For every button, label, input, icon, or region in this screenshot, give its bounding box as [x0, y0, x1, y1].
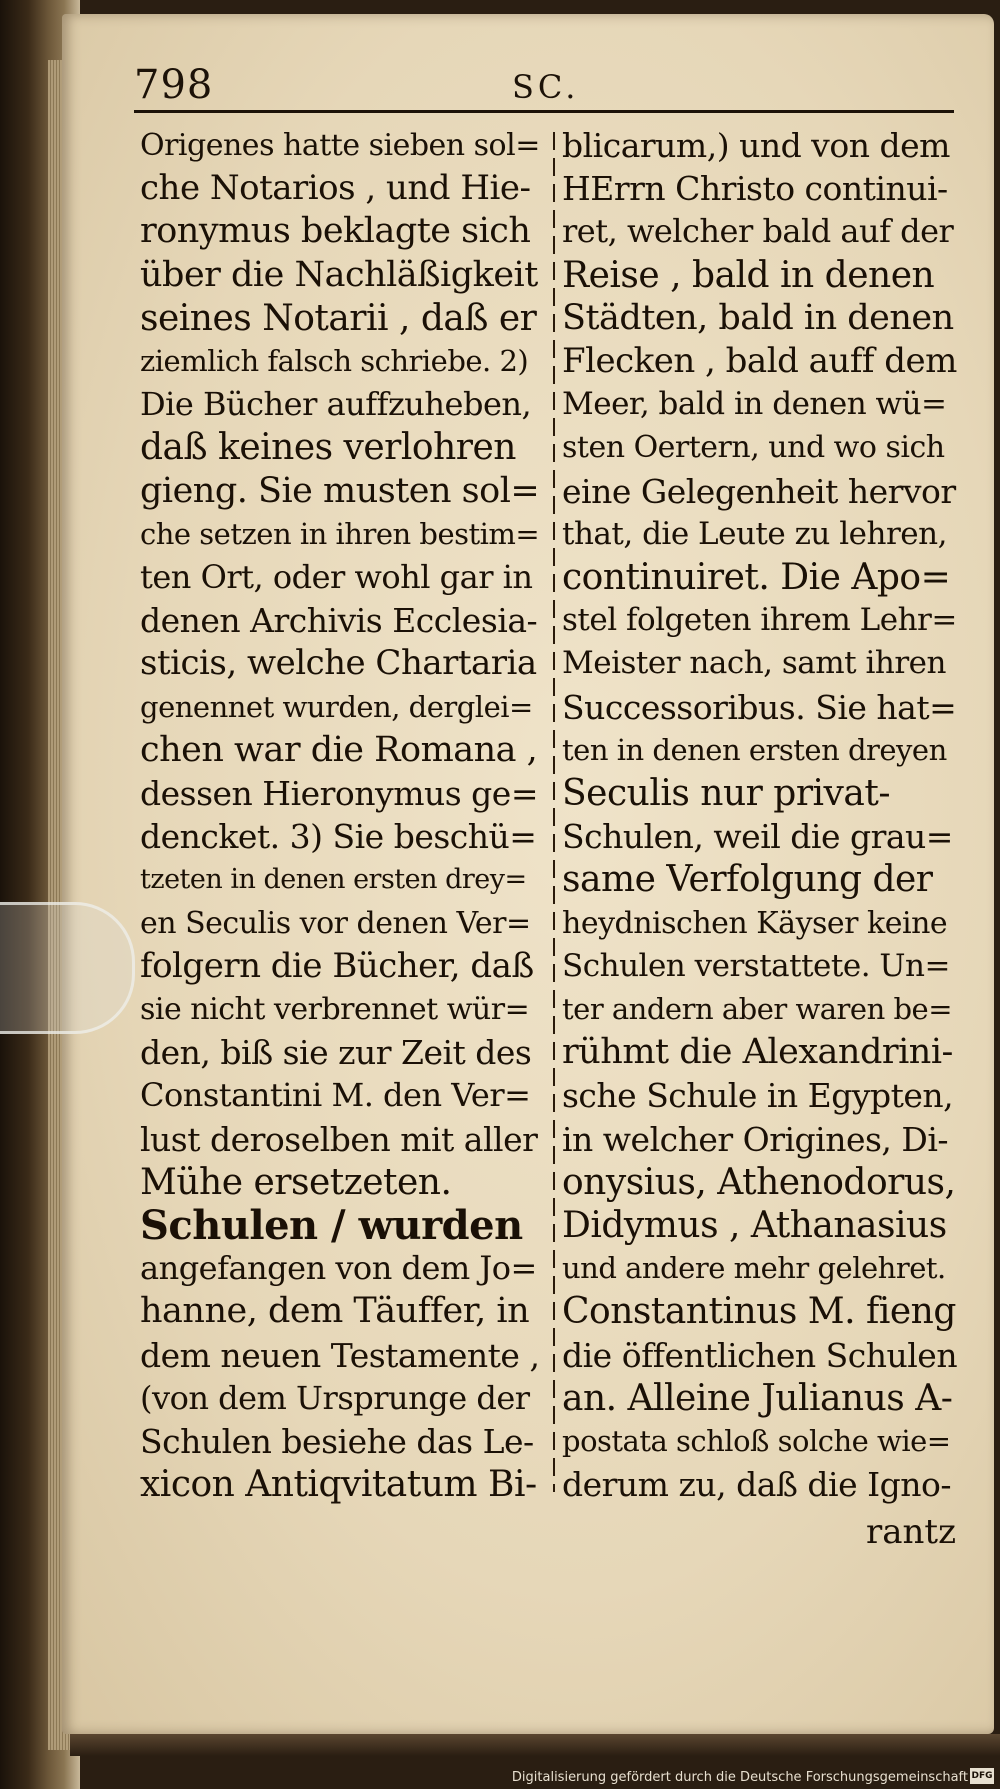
page-clip [0, 902, 135, 1034]
line-text: Mühe ersetzeten. [140, 1161, 452, 1203]
running-head: SC. [512, 68, 580, 106]
left-text-line [140, 556, 540, 599]
line-text: che setzen in ihren bestim= [140, 516, 540, 551]
right-text-line [562, 1247, 957, 1290]
right-text-line [562, 1074, 957, 1117]
header-rule [134, 110, 954, 113]
right-text-line [562, 772, 957, 815]
left-text-line [140, 1463, 540, 1506]
line-text: Didymus , Athanasius [562, 1205, 947, 1247]
line-text: en Seculis vor denen Ver= [140, 905, 531, 941]
left-text-line [140, 815, 540, 858]
line-text: ten Ort, oder wohl gar in [140, 558, 533, 597]
line-text: die öffentlichen Schulen [562, 1335, 958, 1375]
line-text: dessen Hieronymus ge= [140, 774, 538, 814]
line-text: über die Nachläßigkeit [140, 254, 538, 295]
left-text-line [140, 1202, 540, 1250]
right-text-line [562, 599, 957, 642]
right-text-line [562, 815, 957, 858]
left-text-line [140, 470, 540, 513]
line-text: Meer, bald in denen wü= [562, 386, 947, 423]
left-text-line [140, 1420, 540, 1463]
line-text: seines Notarii , daß er [140, 297, 537, 339]
line-text: Die Bücher auffzuheben, [140, 385, 532, 424]
column-divider [553, 132, 555, 1492]
right-text-line [562, 642, 957, 685]
left-text-line [140, 686, 540, 729]
left-text-line [140, 1334, 540, 1377]
left-text-line [140, 297, 540, 340]
line-text: stel folgeten ihrem Lehr= [562, 602, 957, 639]
line-text: Schulen / wurden [140, 1202, 523, 1250]
line-text: Städten, bald in denen [562, 297, 954, 338]
right-text-line [562, 988, 957, 1031]
line-text: continuiret. Die Apo= [562, 557, 951, 599]
line-text: lust deroselben mit aller [140, 1119, 538, 1159]
right-text-line [562, 167, 957, 210]
left-text-line [140, 254, 540, 297]
right-text-line [562, 1463, 957, 1506]
line-text: sie nicht verbrennet wür= [140, 992, 530, 1028]
line-text: gieng. Sie musten sol= [140, 470, 540, 511]
right-text-line [562, 686, 957, 729]
line-text: dencket. 3) Sie beschü= [140, 817, 537, 857]
line-text: chen war die Romana , [140, 729, 538, 770]
right-text-line [562, 556, 957, 599]
line-text: Schulen besiehe das Le- [140, 1422, 534, 1462]
left-text-line [140, 1377, 540, 1420]
line-text: derum zu, daß die Igno- [562, 1465, 952, 1505]
line-text: denen Archivis Ecclesia- [140, 601, 538, 641]
right-text-line [562, 729, 957, 772]
line-text: daß keines verlohren [140, 427, 516, 469]
line-text: postata schloß solche wie= [562, 1424, 951, 1459]
line-text: xicon Antiqvitatum Bi- [140, 1464, 537, 1506]
left-text-line [140, 988, 540, 1031]
line-text: den, biß sie zur Zeit des [140, 1033, 532, 1073]
line-text: sche Schule in Egypten, [562, 1076, 954, 1116]
line-text: Origenes hatte sieben sol= [140, 128, 540, 163]
left-text-line [140, 1161, 540, 1204]
line-text: dem neuen Testamente , [140, 1335, 540, 1375]
left-text-line [140, 340, 540, 383]
line-text: folgern die Bücher, daß [140, 945, 534, 986]
left-text-line [140, 772, 540, 815]
right-text-line [562, 470, 957, 513]
line-text: onysius, Athenodorus, [562, 1161, 956, 1203]
right-text-column [562, 124, 957, 1507]
line-text: Seculis nur privat- [562, 773, 890, 815]
left-text-line [140, 642, 540, 685]
line-text: ter andern aber waren be= [562, 992, 953, 1027]
right-text-line [562, 1161, 957, 1204]
left-text-line [140, 599, 540, 642]
dfg-logo: DFG [970, 1768, 994, 1784]
left-text-line [140, 858, 540, 901]
right-text-line [562, 1420, 957, 1463]
left-text-line [140, 902, 540, 945]
right-text-line [562, 383, 957, 426]
right-text-line [562, 1377, 957, 1420]
line-text: ten in denen ersten dreyen [562, 732, 947, 767]
line-text: und andere mehr gelehret. [562, 1251, 946, 1286]
line-text: Flecken , bald auff dem [562, 341, 957, 382]
page-bottom-edge [70, 1734, 1000, 1756]
line-text: HErrn Christo continui- [562, 169, 948, 209]
right-text-line [562, 124, 957, 167]
left-text-line [140, 513, 540, 556]
line-text: Schulen verstattete. Un= [562, 947, 950, 984]
line-text: hanne, dem Täuffer, in [140, 1291, 530, 1332]
right-text-line [562, 513, 957, 556]
right-text-line [562, 1031, 957, 1074]
line-text: sticis, welche Chartaria [140, 643, 537, 684]
line-text: blicarum,) und von dem [562, 126, 950, 165]
left-text-line [140, 1247, 540, 1290]
line-text: genennet wurden, derglei= [140, 689, 533, 724]
line-text: Schulen, weil die grau= [562, 817, 953, 857]
line-text: che Notarios , und Hie- [140, 168, 531, 209]
line-text: rühmt die Alexandrini- [562, 1032, 953, 1073]
line-text: ronymus beklagte sich [140, 211, 531, 252]
line-text: sten Oertern, und wo sich [562, 430, 945, 466]
line-text: eine Gelegenheit hervor [562, 471, 956, 511]
right-text-line [562, 340, 957, 383]
line-text: an. Alleine Julianus A- [562, 1377, 953, 1419]
right-text-line [562, 210, 957, 253]
left-text-line [140, 383, 540, 426]
digitization-credit: Digitalisierung gefördert durch die Deutsche Forschungsgemeinschaft [511, 1770, 968, 1785]
line-text: ret, welcher bald auf der [562, 212, 954, 251]
right-text-line [562, 426, 957, 469]
left-text-line [140, 167, 540, 210]
line-text: Constantini M. den Ver= [140, 1076, 531, 1115]
page-header [134, 62, 954, 112]
line-text: (von dem Ursprunge der [140, 1378, 530, 1417]
left-text-line [140, 729, 540, 772]
catchword: rantz [866, 1512, 956, 1552]
right-text-line [562, 1204, 957, 1247]
right-text-line [562, 1334, 957, 1377]
line-text: Successoribus. Sie hat= [562, 687, 957, 727]
left-text-line [140, 426, 540, 469]
left-text-line [140, 124, 540, 167]
line-text: angefangen von dem Jo= [140, 1249, 537, 1288]
left-text-line [140, 1118, 540, 1161]
right-text-line [562, 945, 957, 988]
left-text-line [140, 945, 540, 988]
right-text-line [562, 1118, 957, 1161]
left-text-line [140, 1290, 540, 1333]
line-text: tzeten in denen ersten drey= [140, 864, 527, 896]
line-text: Constantinus M. fieng [562, 1291, 956, 1333]
right-text-line [562, 858, 957, 901]
line-text: in welcher Origines, Di- [562, 1119, 949, 1159]
line-text: same Verfolgung der [562, 859, 933, 901]
left-text-line [140, 210, 540, 253]
line-text: ziemlich falsch schriebe. 2) [140, 344, 529, 379]
left-text-line [140, 1074, 540, 1117]
line-text: Reise , bald in denen [562, 254, 935, 296]
line-text: heydnischen Käyser keine [562, 905, 948, 941]
right-text-line [562, 254, 957, 297]
right-text-line [562, 1290, 957, 1333]
line-text: Meister nach, samt ihren [562, 645, 946, 682]
right-text-line [562, 297, 957, 340]
page-number: 798 [134, 62, 214, 108]
left-text-column [140, 124, 540, 1507]
right-text-line [562, 902, 957, 945]
left-text-line [140, 1031, 540, 1074]
line-text: that, die Leute zu lehren, [562, 515, 947, 552]
